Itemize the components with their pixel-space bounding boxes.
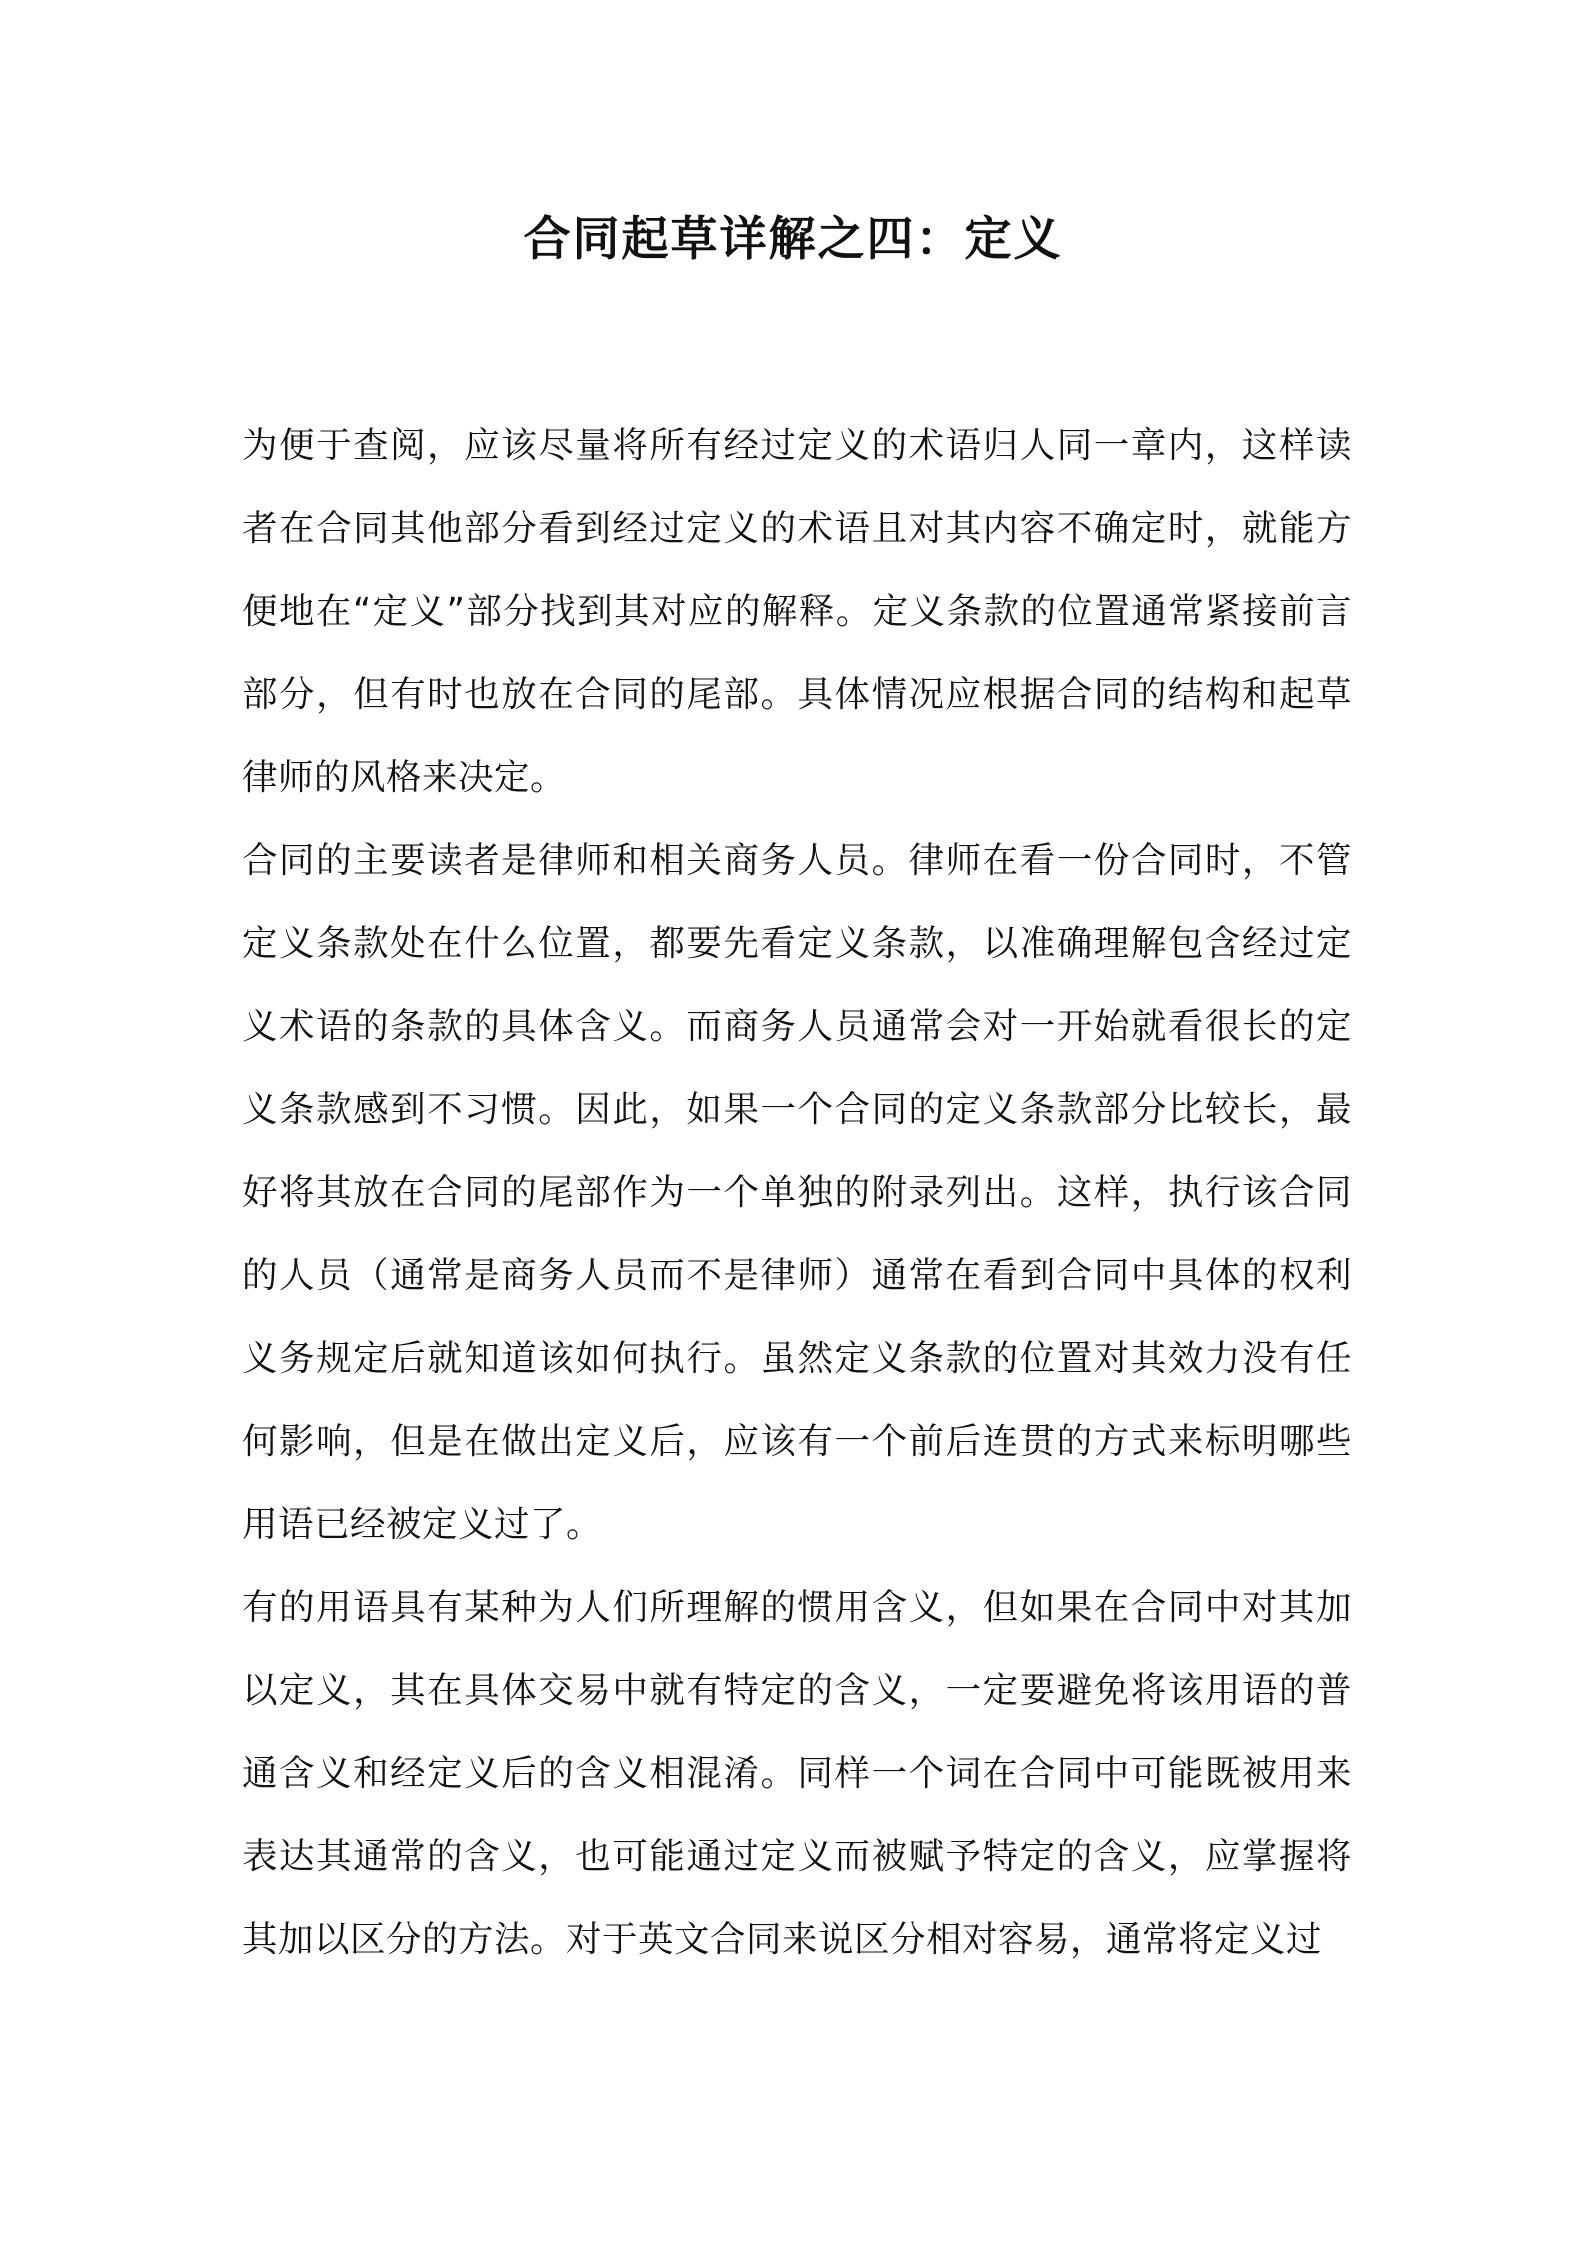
document-title: 合同起草详解之四：定义 <box>523 212 1063 267</box>
paragraph-contract-readers: 合同的主要读者是律师和相关商务人员。律师在看一份合同时，不管定义条款处在什么位置，都要先看定义条款，以准确理解包含经过定义术语的条款的具体含义。而商务人员通常会对一开始就看很长的定义条款感到不习惯。因此，如果一个合同的定义条款部分比较长，最好将其放在合同的尾部作为一个单独的附录列出。这样，执行该合同的人员（通常是商务人员而不是律师）通常在看到合同中具体的权利义务规定后就知道该如何执行。虽然定义条款的位置对其效力没有任何影响，但是在做出定义后，应该有一个前后连贯的方式来标明哪些用语已经被定义过了。 <box>242 840 1352 1545</box>
paragraph-definition-placement: 为便于查阅，应该尽量将所有经过定义的术语归人同一章内，这样读者在合同其他部分看到经过定义的术语且对其内容不确定时，就能方便地在“定义”部分找到其对应的解释。定义条款的位置通常紧接前言部分，但有时也放在合同的尾部。具体情况应根据合同的结构和起草律师的风格来决定。 <box>242 425 1352 798</box>
document-body <box>242 404 1352 1981</box>
paragraph-term-meaning: 有的用语具有某种为人们所理解的惯用含义，但如果在合同中对其加以定义，其在具体交易中就有特定的含义，一定要避免将该用语的普通含义和经定义后的含义相混淆。同样一个词在合同中可能既被用来表达其通常的含义，也可能通过定义而被赋予特定的含义，应掌握将其加以区分的方法。对于英文合同来说区分相对容易，通常将定义过 <box>242 1587 1352 1960</box>
